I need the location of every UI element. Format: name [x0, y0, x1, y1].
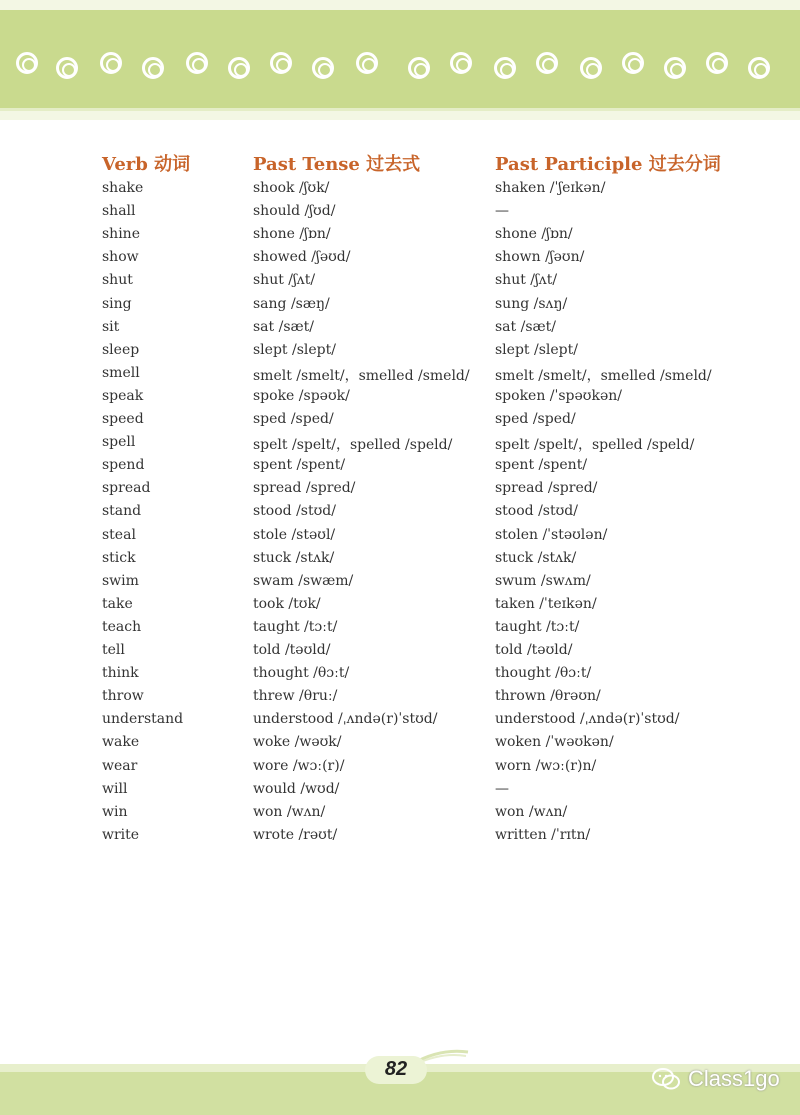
column-header-past-participle: Past Participle 过去分词 [495, 154, 721, 175]
verb-cell: show [102, 249, 139, 266]
table-row [102, 342, 742, 365]
past-participle-cell: — [495, 203, 509, 220]
table-row [102, 734, 742, 757]
past-tense-cell: showed /ʃəʊd/ [253, 249, 351, 266]
past-participle-cell: — [495, 780, 509, 797]
table-row [102, 249, 742, 272]
ring-icon [408, 57, 430, 79]
verb-cell: shine [102, 226, 140, 243]
verb-cell: sleep [102, 341, 140, 358]
ring-icon [228, 57, 250, 79]
ring-icon [706, 52, 728, 74]
table-row [102, 688, 742, 711]
ring-icon [100, 52, 122, 74]
ring-icon [748, 57, 770, 79]
past-tense-cell: stood /stʊd/ [253, 503, 336, 520]
table-row [102, 411, 742, 434]
past-participle-cell: written /ˈrɪtn/ [495, 826, 591, 843]
past-tense-cell: understood /ˌʌndə(r)ˈstʊd/ [253, 711, 438, 728]
table-row [102, 804, 742, 827]
past-participle-cell: understood /ˌʌndə(r)ˈstʊd/ [495, 711, 680, 728]
table-row [102, 503, 742, 526]
wechat-icon [652, 1068, 680, 1090]
table-row [102, 180, 742, 203]
table-row [102, 272, 742, 295]
ring-icon [622, 52, 644, 74]
verb-cell: write [102, 826, 140, 843]
ring-icon [142, 57, 164, 79]
past-tense-cell: swam /swæm/ [253, 572, 354, 589]
table-row [102, 226, 742, 249]
past-participle-cell: spoken /ˈspəʊkən/ [495, 387, 622, 404]
past-tense-cell: told /təʊld/ [253, 642, 331, 658]
verb-cell: shut [102, 272, 133, 289]
past-participle-cell: shown /ʃəʊn/ [495, 249, 585, 266]
ring-icon [186, 52, 208, 74]
verb-cell: teach [102, 618, 142, 635]
table-row [102, 457, 742, 480]
table-row [102, 388, 742, 411]
verb-cell: shall [102, 203, 136, 220]
past-participle-cell: smelt /smelt/，smelled /smeld/ [495, 367, 712, 384]
table-row [102, 642, 742, 665]
verb-cell: will [102, 780, 128, 797]
ring-icon [664, 57, 686, 79]
past-participle-cell: spent /spent/ [495, 457, 588, 474]
past-participle-cell: sped /sped/ [495, 411, 576, 427]
page-number: 82 [384, 1058, 408, 1080]
past-participle-cell: stuck /stʌk/ [495, 549, 577, 566]
verb-cell: understand [102, 711, 184, 728]
ring-icon [312, 57, 334, 79]
past-tense-cell: sped /sped/ [253, 411, 334, 427]
table-row [102, 711, 742, 734]
verb-cell: tell [102, 642, 125, 658]
verb-cell: wear [102, 757, 138, 774]
past-tense-cell: thought /θɔːt/ [253, 665, 350, 682]
past-participle-cell: shaken /ˈʃeɪkən/ [495, 180, 606, 196]
column-header-verb: Verb 动词 [102, 154, 191, 175]
past-participle-cell: sung /sʌŋ/ [495, 295, 568, 312]
ring-icon [356, 52, 378, 74]
ring-icon [16, 52, 38, 74]
table-row [102, 365, 742, 388]
verb-cell: spread [102, 480, 151, 497]
verb-cell: spend [102, 457, 145, 474]
table-row [102, 434, 742, 457]
past-tense-cell: sat /sæt/ [253, 318, 315, 335]
table-row [102, 596, 742, 619]
past-tense-cell: sang /sæŋ/ [253, 295, 330, 312]
past-participle-cell: worn /wɔː(r)n/ [495, 757, 597, 774]
verb-cell: stand [102, 503, 142, 520]
past-tense-cell: spoke /spəʊk/ [253, 387, 350, 404]
past-tense-cell: slept /slept/ [253, 341, 336, 358]
past-tense-cell: wore /wɔː(r)/ [253, 757, 345, 774]
verb-cell: win [102, 803, 128, 820]
past-tense-cell: taught /tɔːt/ [253, 618, 338, 635]
page-number-badge [365, 1052, 435, 1088]
verb-cell: stick [102, 549, 136, 566]
verb-cell: speak [102, 387, 144, 404]
ring-icon [56, 57, 78, 79]
past-participle-cell: stood /stʊd/ [495, 503, 578, 520]
column-header-past-tense: Past Tense 过去式 [253, 154, 421, 175]
verb-cell: think [102, 665, 139, 682]
past-participle-cell: spelt /spelt/，spelled /speld/ [495, 437, 695, 454]
past-tense-cell: won /wʌn/ [253, 803, 326, 820]
table-row [102, 827, 742, 850]
table-row [102, 550, 742, 573]
past-participle-cell: taken /ˈteɪkən/ [495, 595, 597, 612]
verb-cell: sing [102, 295, 132, 312]
past-participle-cell: swum /swʌm/ [495, 572, 591, 589]
table-row [102, 480, 742, 503]
past-participle-cell: taught /tɔːt/ [495, 618, 580, 635]
table-row [102, 573, 742, 596]
past-tense-cell: stuck /stʌk/ [253, 549, 335, 566]
past-participle-cell: shut /ʃʌt/ [495, 272, 558, 289]
watermark-text: Class1go [688, 1066, 780, 1091]
table-row [102, 319, 742, 342]
verb-cell: take [102, 595, 133, 612]
past-tense-cell: spent /spent/ [253, 457, 346, 474]
verb-cell: sit [102, 318, 120, 335]
table-row [102, 758, 742, 781]
past-tense-cell: woke /wəʊk/ [253, 734, 342, 751]
past-tense-cell: shone /ʃɒn/ [253, 226, 331, 243]
watermark [652, 1062, 792, 1096]
past-tense-cell: stole /stəʊl/ [253, 526, 336, 543]
past-participle-cell: thrown /θrəʊn/ [495, 688, 601, 705]
verb-cell: wake [102, 734, 140, 751]
ring-icon [270, 52, 292, 74]
past-tense-cell: shook /ʃʊk/ [253, 180, 330, 196]
table-row [102, 781, 742, 804]
verb-cell: spell [102, 434, 136, 451]
past-participle-cell: sat /sæt/ [495, 318, 557, 335]
past-tense-cell: spread /spred/ [253, 480, 356, 497]
past-tense-cell: smelt /smelt/，smelled /smeld/ [253, 367, 470, 384]
past-participle-cell: stolen /ˈstəʊlən/ [495, 526, 608, 543]
past-participle-cell: told /təʊld/ [495, 642, 573, 658]
table-row [102, 296, 742, 319]
past-tense-cell: threw /θruː/ [253, 688, 338, 705]
table-row [102, 665, 742, 688]
ring-icon [494, 57, 516, 79]
past-participle-cell: thought /θɔːt/ [495, 665, 592, 682]
past-tense-cell: spelt /spelt/，spelled /speld/ [253, 437, 453, 454]
ring-decoration-row [0, 0, 800, 120]
past-participle-cell: won /wʌn/ [495, 803, 568, 820]
ring-icon [580, 57, 602, 79]
past-tense-cell: took /tʊk/ [253, 595, 321, 612]
past-participle-cell: shone /ʃɒn/ [495, 226, 573, 243]
past-tense-cell: would /wʊd/ [253, 780, 340, 797]
past-tense-cell: should /ʃʊd/ [253, 203, 336, 220]
table-row [102, 527, 742, 550]
verb-cell: smell [102, 364, 140, 381]
verb-cell: shake [102, 180, 144, 196]
verb-cell: steal [102, 526, 136, 543]
past-tense-cell: shut /ʃʌt/ [253, 272, 316, 289]
verb-cell: throw [102, 688, 144, 705]
past-participle-cell: woken /ˈwəʊkən/ [495, 734, 614, 751]
ring-icon [536, 52, 558, 74]
past-tense-cell: wrote /rəʊt/ [253, 826, 338, 843]
table-row [102, 619, 742, 642]
ring-icon [450, 52, 472, 74]
past-participle-cell: spread /spred/ [495, 480, 598, 497]
verb-cell: swim [102, 572, 139, 589]
past-participle-cell: slept /slept/ [495, 341, 578, 358]
table-row [102, 203, 742, 226]
verb-cell: speed [102, 411, 144, 427]
